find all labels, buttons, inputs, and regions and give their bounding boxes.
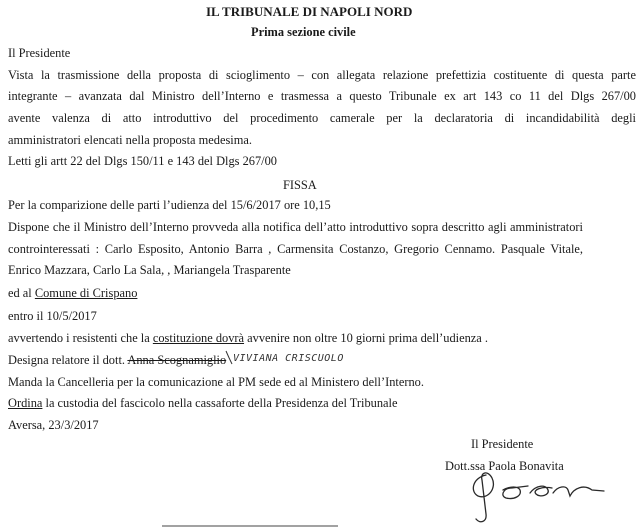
- ordina-line: [8, 397, 398, 409]
- dispone-line-3: Enrico Mazzara, Carlo La Sala, , Mariangela Trasparente: [8, 263, 291, 277]
- court-title: IL TRIBUNALE DI NAPOLI NORD: [206, 4, 413, 19]
- paragraph-line-3: avente valenza di atto introduttivo del procedimento camerale per la declaratoria di incandidabilità degli: [8, 111, 636, 125]
- signature-name: Dott.ssa Paola Bonavita: [445, 459, 564, 473]
- designa-line: [8, 354, 226, 366]
- fissa-heading: FISSA: [283, 178, 317, 192]
- entro-line: entro il 10/5/2017: [8, 309, 97, 323]
- place-date: Aversa, 23/3/2017: [8, 418, 99, 432]
- ordina-rest: la custodia del fascicolo nella cassaforte della Presidenza del Tribunale: [42, 396, 398, 410]
- struck-relatore-name: Anna Scognamiglio: [127, 353, 227, 367]
- addressee: Il Presidente: [8, 46, 71, 60]
- avvertendo-underlined: costituzione dovrà: [152, 331, 245, 345]
- avvertendo-line: [8, 332, 488, 344]
- dispone-line-2: controinteressati : Carlo Esposito, Antonio Barra , Carmensita Costanzo, Gregorio Cennamo. Pasquale Vitale,: [8, 242, 583, 256]
- paragraph-line-2: integrante – avanzata dal Ministro dell’Interno e trasmessa a questo Tribunale ex art 143 co 11 del Dlgs 267/00: [8, 89, 636, 103]
- comparizione-line: Per la comparizione delle parti l’udienza del 15/6/2017 ore 10,15: [8, 198, 331, 212]
- handwritten-relatore-name: VIVIANA CRISCUOLO: [233, 353, 344, 364]
- avvertendo-suffix: avvenire non oltre 10 giorni prima dell’udienza .: [244, 331, 488, 345]
- dispone-line-4-prefix: ed al: [8, 286, 35, 300]
- paragraph-line-4: amministratori elencati nella proposta medesima.: [8, 133, 252, 147]
- designa-prefix: Designa relatore il dott.: [8, 353, 128, 367]
- dispone-line-1: Dispone che il Ministro dell’Interno provveda alla notifica dell’atto introduttivo sopra descritto agli amministratori: [8, 220, 583, 234]
- avvertendo-prefix: avvertendo i resistenti che la: [8, 331, 153, 345]
- ordina-word: Ordina: [8, 396, 43, 410]
- manda-line: Manda la Cancelleria per la comunicazione al PM sede ed al Ministero dell’Interno.: [8, 375, 424, 389]
- letti-line: Letti gli artt 22 del Dlgs 150/11 e 143 del Dlgs 267/00: [8, 154, 278, 168]
- dispone-line-4: [8, 287, 137, 299]
- signature-title: Il Presidente: [471, 437, 534, 451]
- section-title: Prima sezione civile: [251, 25, 356, 39]
- paragraph-line-1: Vista la trasmissione della proposta di scioglimento – con allegata relazione prefettizia costituente di questa parte: [8, 68, 636, 82]
- comune-name: Comune di Crispano: [34, 286, 138, 300]
